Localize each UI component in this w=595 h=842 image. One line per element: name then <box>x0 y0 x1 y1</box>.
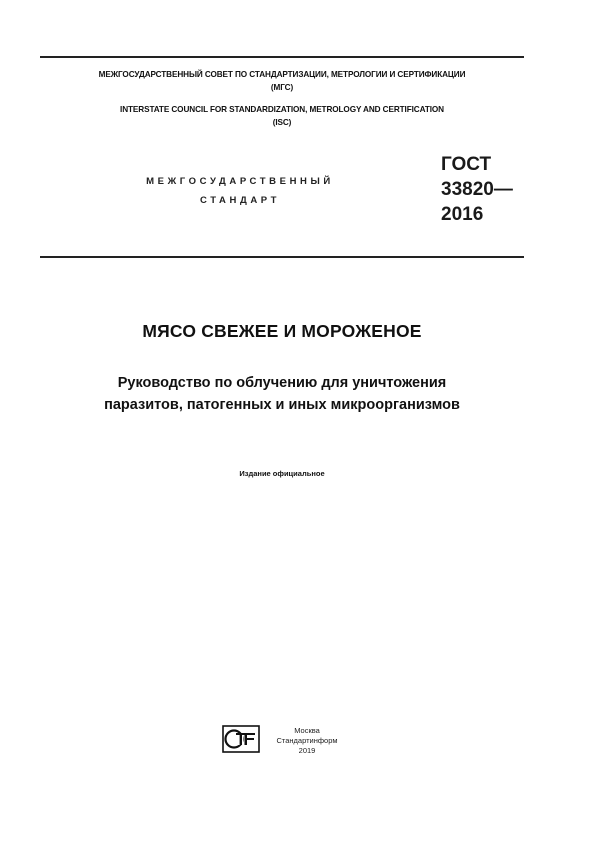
publisher-name: Стандартинформ <box>276 736 338 745</box>
council-abbr-ru: (МГС) <box>270 83 294 92</box>
document-title: МЯСО СВЕЖЕЕ И МОРОЖЕНОЕ <box>142 321 422 341</box>
gost-number: 33820— <box>441 179 513 200</box>
publisher-city: Москва <box>294 726 320 735</box>
gost-year: 2016 <box>441 204 484 225</box>
council-name-en-line1: INTERSTATE COUNCIL FOR STANDARDIZATION, METROLOGY AND CERTIFICATION <box>120 105 444 114</box>
standard-type-line2: СТАНДАРТ <box>200 195 280 206</box>
standard-type <box>100 172 380 210</box>
standartinform-logo-icon <box>222 724 260 754</box>
council-abbr-en: (ISC) <box>272 118 292 127</box>
council-name-ru <box>40 68 524 94</box>
gost-label: ГОСТ <box>441 154 492 175</box>
middle-rule <box>40 256 524 258</box>
council-name-en <box>40 103 524 129</box>
gost-designation <box>441 152 513 227</box>
subtitle-line2: паразитов, патогенных и иных микроорганизмов <box>104 397 460 413</box>
top-rule <box>40 56 524 58</box>
publisher-info <box>268 726 346 756</box>
council-name-ru-line1: МЕЖГОСУДАРСТВЕННЫЙ СОВЕТ ПО СТАНДАРТИЗАЦИИ, МЕТРОЛОГИИ И СЕРТИФИКАЦИИ <box>98 70 466 79</box>
subtitle-line1: Руководство по облучению для уничтожения <box>117 375 447 391</box>
edition-note: Издание официальное <box>239 469 325 478</box>
document-subtitle <box>40 372 524 416</box>
standard-type-line1: МЕЖГОСУДАРСТВЕННЫЙ <box>146 176 334 187</box>
publisher-year: 2019 <box>298 746 316 755</box>
